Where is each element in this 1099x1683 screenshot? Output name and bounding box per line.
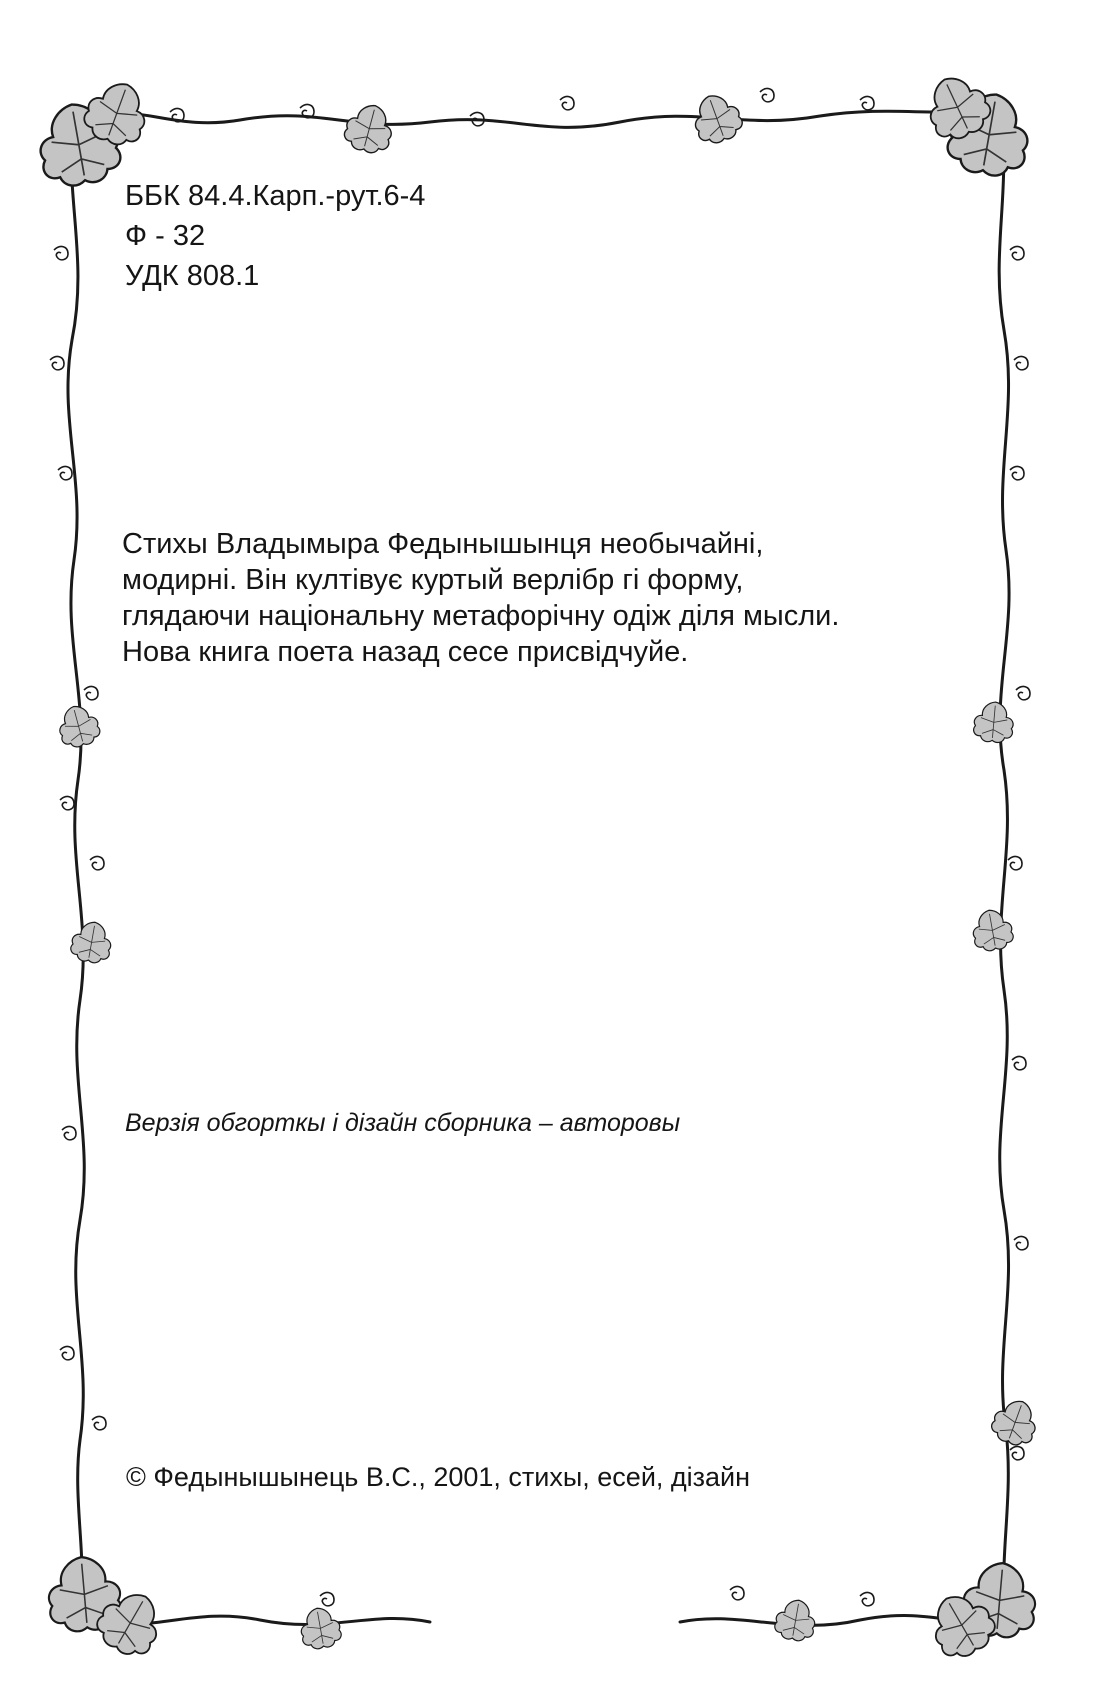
copyright-line: © Федынышынець В.С., 2001, стихы, есей, дізайн xyxy=(126,1462,751,1492)
vine-top xyxy=(70,106,1000,127)
annotation-line: глядаючи національну метафорічну одіж діля мысли. xyxy=(122,600,840,632)
catalog-codes xyxy=(125,176,425,296)
annotation-line: модирні. Він култівує куртый верлібр гі форму, xyxy=(122,564,744,596)
udk-code: УДК 808.1 xyxy=(125,260,260,292)
book-annotation xyxy=(122,526,839,670)
author-index: Ф - 32 xyxy=(125,220,206,252)
annotation-line: Стихы Владымыра Федынышынця необычайні, xyxy=(122,528,764,560)
annotation-line: Нова книга поета назад сесе присвідчуйе. xyxy=(122,636,689,668)
tendril-icon xyxy=(50,89,1030,1606)
bbk-code: ББК 84.4.Карп.-рут.6-4 xyxy=(125,180,426,212)
grape-leaf-icon xyxy=(33,67,1042,1665)
vine-bottom xyxy=(80,1615,1006,1625)
vine-left xyxy=(68,120,84,1620)
vine-right xyxy=(999,110,1009,1620)
design-credit: Верзія обгорткы і дізайн сборника – авторовы xyxy=(125,1109,681,1137)
